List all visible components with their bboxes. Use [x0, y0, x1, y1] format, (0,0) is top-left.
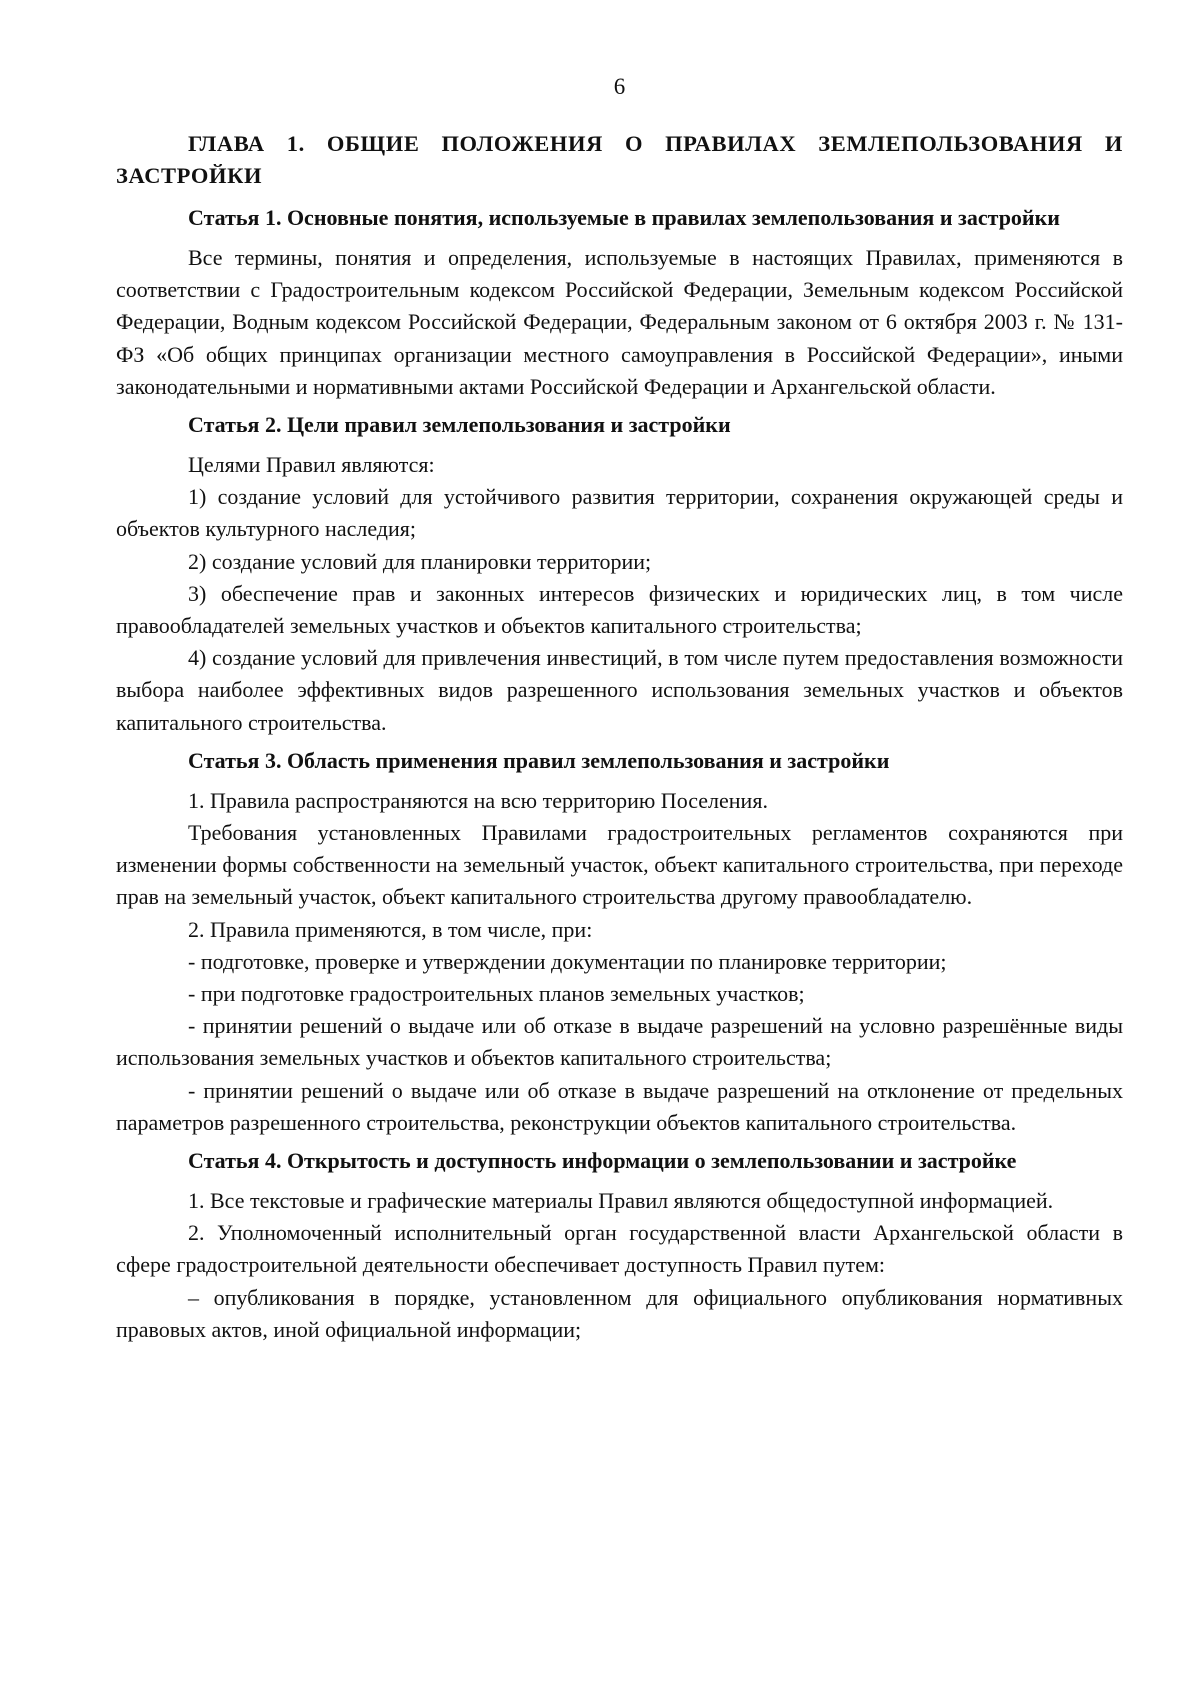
article-2 [116, 409, 1123, 739]
article-title: Статья 2. Цели правил землепользования и застройки [188, 412, 731, 438]
list-item: 2) создание условий для планировки территории; [188, 548, 652, 574]
list-item: - при подготовке градостроительных планов земельных участков; [188, 981, 805, 1007]
paragraph: 2. Правила применяются, в том числе, при: [188, 916, 593, 942]
list-item: – опубликования в порядке, установленном для официального опубликования нормативных правовых актов, иной официальной информации; [116, 1284, 1123, 1342]
list-item: 3) обеспечение прав и законных интересов физических и юридических лиц, в том числе правообладателей земельных участков и объектов капитального строительства; [116, 580, 1123, 639]
article-title: Статья 1. Основные понятия, используемые в правилах землепользования и застройки [188, 205, 1060, 230]
paragraph: 1. Все текстовые и графические материалы Правил являются общедоступной информацией. [188, 1188, 1054, 1214]
paragraph: Целями Правил являются: [188, 452, 435, 478]
article-3 [116, 745, 1123, 1139]
list-item: 4) создание условий для привлечения инвестиций, в том числе путем предоставления возможности выбора наиболее эффективных видов разрешенного использования земельных участков и объектов капитального строительства. [116, 645, 1123, 735]
list-item: 1) создание условий для устойчивого развития территории, сохранения окружающей среды и объектов культурного наследия; [116, 484, 1123, 542]
chapter-title: ГЛАВА 1. ОБЩИЕ ПОЛОЖЕНИЯ О ПРАВИЛАХ ЗЕМЛЕПОЛЬЗОВАНИЯ И ЗАСТРОЙКИ [116, 131, 1123, 188]
document-content [116, 128, 1123, 1346]
article-title: Статья 3. Область применения правил землепользования и застройки [188, 747, 890, 773]
paragraph: Все термины, понятия и определения, используемые в настоящих Правилах, применяются в соответствии с Градостроительным кодексом Российской Федерации, Земельным кодексом Российской Федерации, Водным кодексом Российской Федерации, Федеральным законом от 6 октября 2003 г. № 131-ФЗ «Об общих принципах организации местного самоуправления в Российской Федерации», иными законодательными и нормативными актами Российской Федерации и Архангельской области. [116, 245, 1123, 399]
article-4 [116, 1145, 1123, 1346]
list-item: - подготовке, проверке и утверждении документации по планировке территории; [188, 948, 947, 974]
paragraph: 2. Уполномоченный исполнительный орган государственной власти Архангельской области в сфере градостроительной деятельности обеспечивает доступность Правил путем: [116, 1220, 1123, 1278]
article-title: Статья 4. Открытость и доступность информации о землепользовании и застройке [188, 1148, 1017, 1174]
list-item: - принятии решений о выдаче или об отказе в выдаче разрешений на отклонение от предельных параметров разрешенного строительства, реконструкции объектов капитального строительства. [116, 1077, 1123, 1135]
page-number: 6 [613, 74, 626, 99]
paragraph: Требования установленных Правилами градостроительных регламентов сохраняются при изменении формы собственности на земельный участок, объект капитального строительства, при переходе прав на земельный участок, объект капитального строительства другому правообладателю. [116, 820, 1123, 910]
paragraph: 1. Правила распространяются на всю территорию Поселения. [188, 787, 768, 813]
list-item: - принятии решений о выдаче или об отказе в выдаче разрешений на условно разрешённые виды использования земельных участков и объектов капитального строительства; [116, 1013, 1123, 1071]
article-1 [116, 202, 1123, 403]
